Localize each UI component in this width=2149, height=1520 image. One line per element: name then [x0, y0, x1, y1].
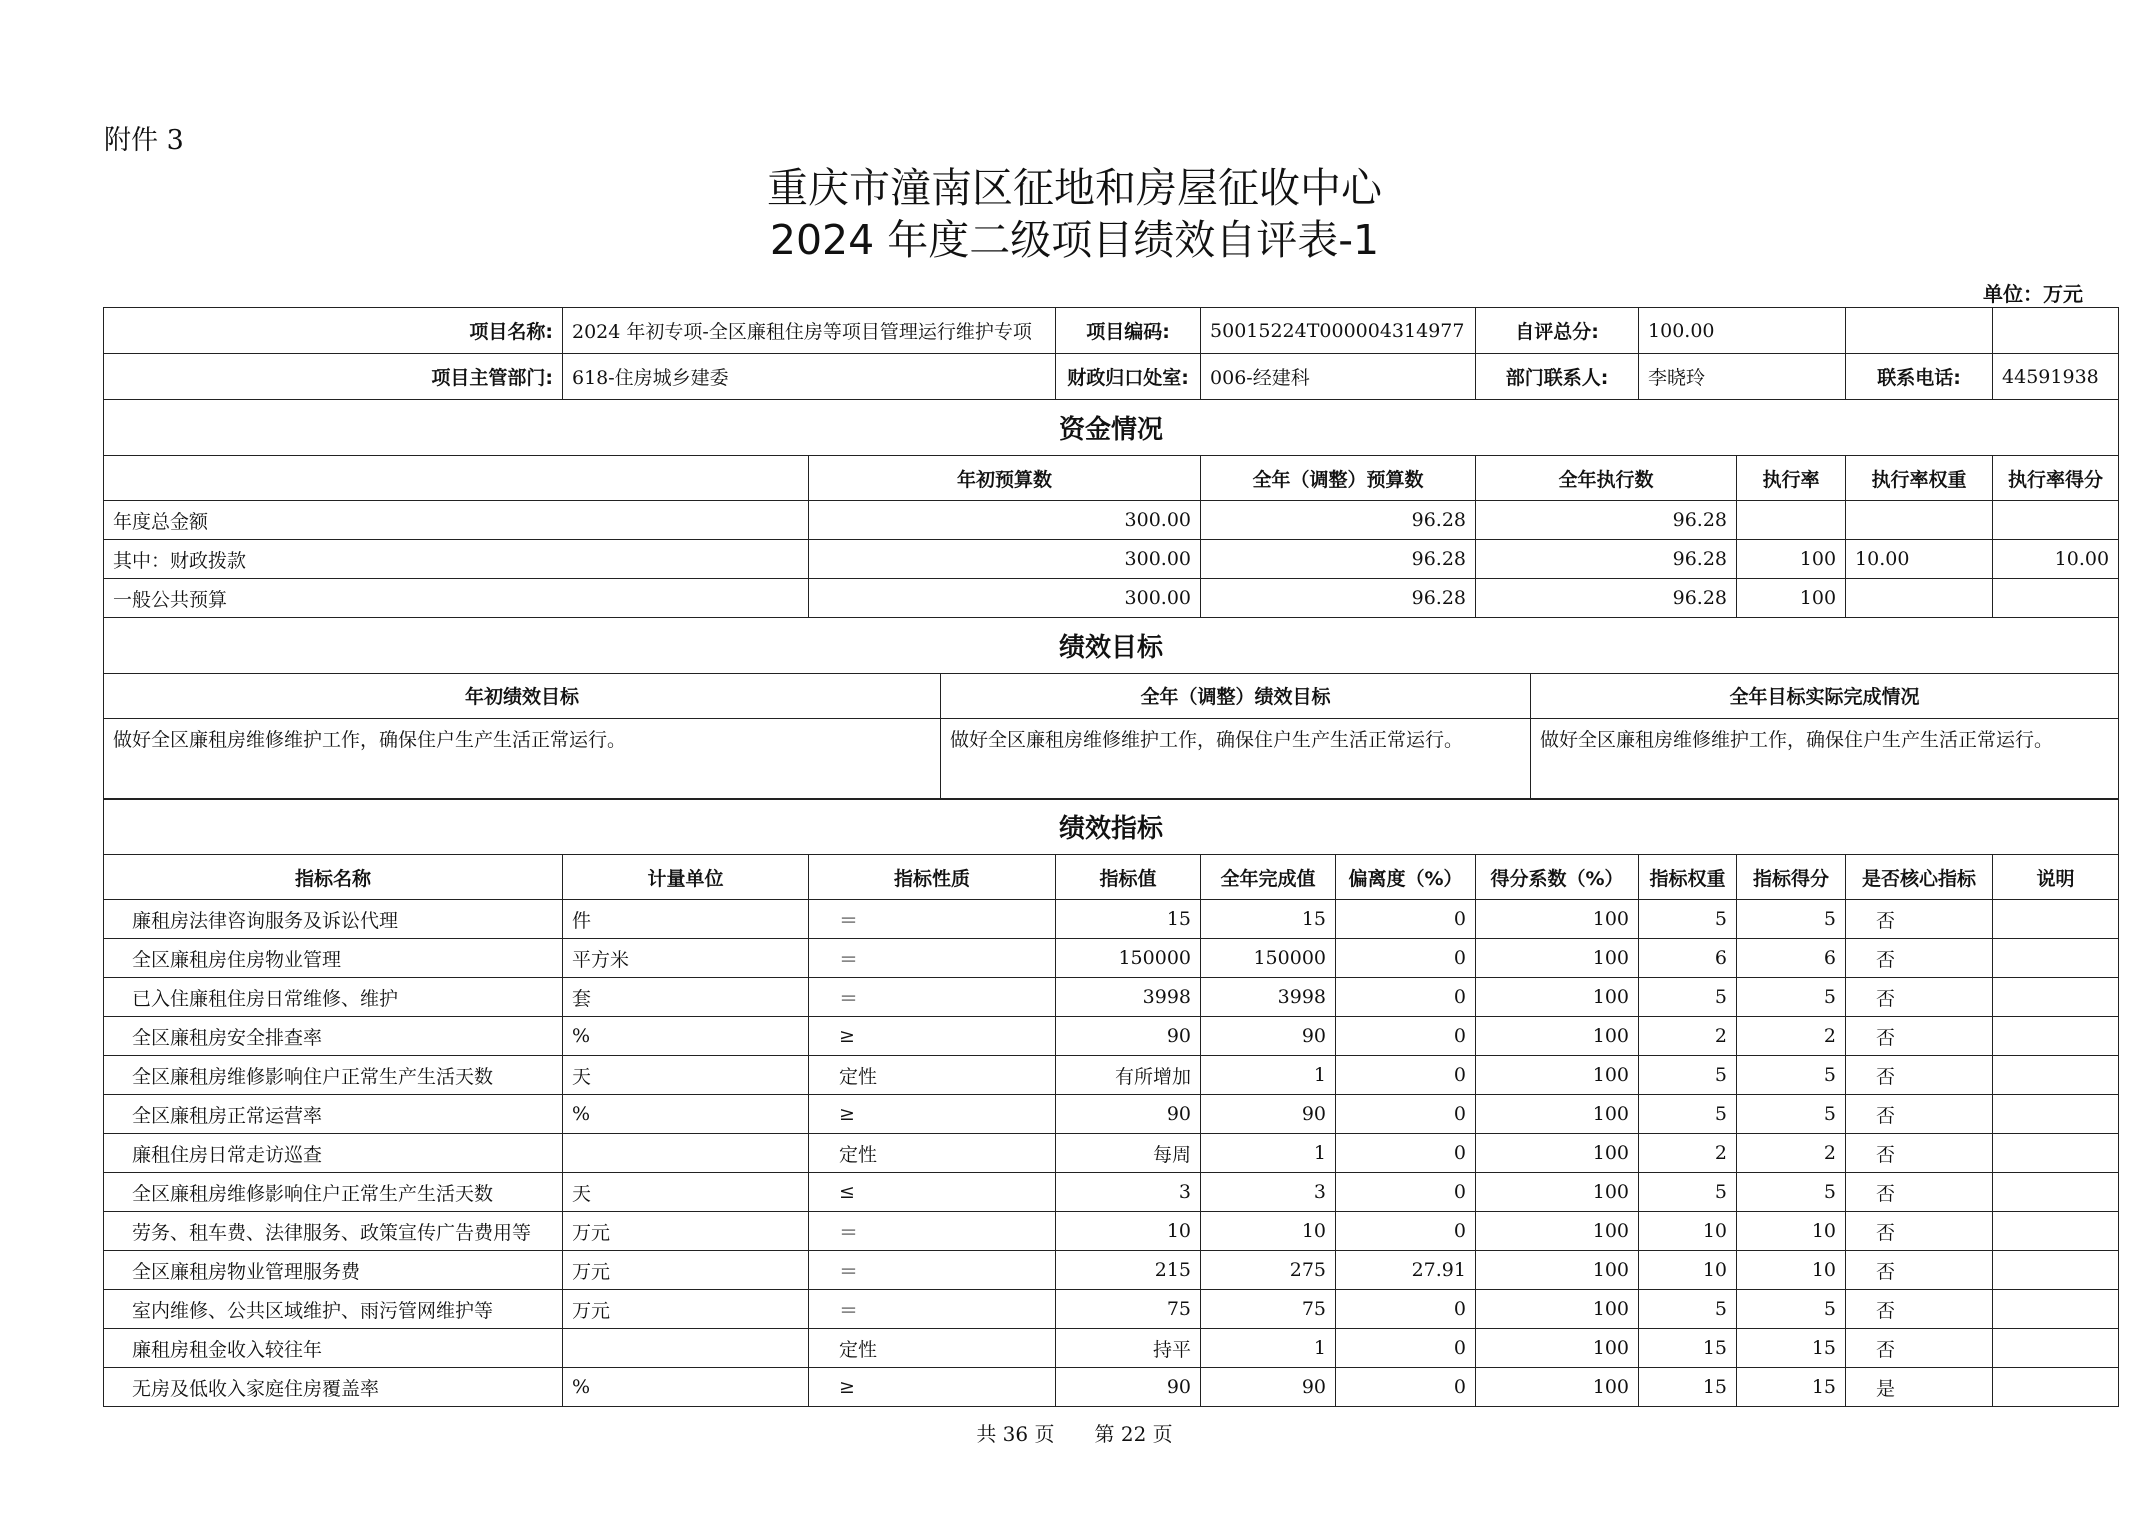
indicators-header-row: [104, 855, 2119, 900]
phone-value: 44591938: [1993, 354, 2119, 400]
info-row-1: [104, 308, 2119, 354]
project-code-value: 50015224T000004314977: [1201, 308, 1476, 354]
ind-completed: 90: [1201, 1095, 1336, 1134]
ind-target: 3998: [1056, 978, 1201, 1017]
ind-coefficient: 100: [1476, 1173, 1639, 1212]
ind-target: 每周: [1056, 1134, 1201, 1173]
ind-core: 是: [1846, 1368, 1993, 1407]
ind-weight: 5: [1639, 1173, 1737, 1212]
funds-row-label: 一般公共预算: [104, 579, 809, 618]
document-title: 重庆市潼南区征地和房屋征收中心: [767, 164, 1382, 212]
goals-text-row: [104, 718, 2119, 799]
ind-note: [1993, 978, 2119, 1017]
ind-nature: 定性: [809, 1056, 1056, 1095]
funds-row-initial: 300.00: [809, 540, 1201, 579]
funds-row-rate: 100: [1737, 579, 1846, 618]
ind-core: 否: [1846, 978, 1993, 1017]
ind-deviation: 0: [1336, 900, 1476, 939]
ind-nature: ≥: [809, 1017, 1056, 1056]
ind-score: 2: [1737, 1017, 1846, 1056]
ind-completed: 75: [1201, 1290, 1336, 1329]
project-code-label: 项目编码:: [1056, 308, 1201, 354]
ind-core: 否: [1846, 900, 1993, 939]
indicators-section-title: 绩效指标: [104, 799, 2119, 855]
ind-unit: 套: [563, 978, 809, 1017]
indicator-row: [104, 1212, 2119, 1251]
ind-nature: ＝: [809, 1251, 1056, 1290]
ind-core: 否: [1846, 1290, 1993, 1329]
ind-core: 否: [1846, 1017, 1993, 1056]
ind-completed: 3998: [1201, 978, 1336, 1017]
ind-unit: %: [563, 1095, 809, 1134]
funds-row: [104, 501, 2119, 540]
ind-nature: ＝: [809, 1290, 1056, 1329]
ind-deviation: 0: [1336, 1095, 1476, 1134]
score-label: 自评总分:: [1476, 308, 1639, 354]
ind-note: [1993, 1134, 2119, 1173]
ind-header-completed: 全年完成值: [1201, 855, 1336, 900]
ind-header-score: 指标得分: [1737, 855, 1846, 900]
ind-nature: ≥: [809, 1095, 1056, 1134]
ind-weight: 5: [1639, 978, 1737, 1017]
ind-completed: 10: [1201, 1212, 1336, 1251]
ind-target: 150000: [1056, 939, 1201, 978]
funds-row-rate: [1737, 501, 1846, 540]
indicator-row: [104, 900, 2119, 939]
unit-label: 单位：万元: [1983, 282, 2083, 306]
ind-note: [1993, 1056, 2119, 1095]
indicator-row: [104, 1056, 2119, 1095]
funds-row-executed: 96.28: [1476, 579, 1737, 618]
ind-target: 90: [1056, 1368, 1201, 1407]
empty-cell: [1993, 308, 2119, 354]
goals-header-actual: 全年目标实际完成情况: [1531, 673, 2119, 718]
ind-core: 否: [1846, 1056, 1993, 1095]
ind-weight: 2: [1639, 1017, 1737, 1056]
funds-row-initial: 300.00: [809, 501, 1201, 540]
ind-unit: 万元: [563, 1212, 809, 1251]
ind-deviation: 0: [1336, 1212, 1476, 1251]
ind-target: 75: [1056, 1290, 1201, 1329]
goals-header-row: [104, 673, 2119, 718]
ind-header-nature: 指标性质: [809, 855, 1056, 900]
goals-section-title: 绩效目标: [104, 617, 2119, 673]
ind-coefficient: 100: [1476, 1251, 1639, 1290]
funds-row-adjusted: 96.28: [1201, 501, 1476, 540]
ind-deviation: 0: [1336, 1329, 1476, 1368]
ind-header-core: 是否核心指标: [1846, 855, 1993, 900]
funds-row-weight: [1846, 579, 1993, 618]
ind-core: 否: [1846, 1212, 1993, 1251]
ind-core: 否: [1846, 1251, 1993, 1290]
ind-deviation: 27.91: [1336, 1251, 1476, 1290]
ind-completed: 1: [1201, 1134, 1336, 1173]
ind-header-unit: 计量单位: [563, 855, 809, 900]
score-value: 100.00: [1639, 308, 1846, 354]
funds-row-adjusted: 96.28: [1201, 540, 1476, 579]
funds-header-score: 执行率得分: [1993, 456, 2119, 501]
ind-note: [1993, 900, 2119, 939]
ind-weight: 15: [1639, 1368, 1737, 1407]
funds-row: [104, 540, 2119, 579]
ind-target: 15: [1056, 900, 1201, 939]
ind-name: 全区廉租房正常运营率: [104, 1095, 563, 1134]
ind-deviation: 0: [1336, 1173, 1476, 1212]
funds-row: [104, 579, 2119, 618]
attachment-label: 附件 3: [104, 125, 184, 156]
ind-score: 5: [1737, 1290, 1846, 1329]
ind-unit: %: [563, 1368, 809, 1407]
funds-header-initial: 年初预算数: [809, 456, 1201, 501]
page-footer: 共 36 页 第 22 页: [976, 1422, 1173, 1446]
ind-unit: %: [563, 1017, 809, 1056]
ind-coefficient: 100: [1476, 1134, 1639, 1173]
indicators-table: [103, 798, 2119, 1407]
ind-weight: 5: [1639, 1056, 1737, 1095]
ind-deviation: 0: [1336, 1134, 1476, 1173]
ind-deviation: 0: [1336, 978, 1476, 1017]
indicators-section-title-row: [104, 799, 2119, 855]
ind-name: 全区廉租房物业管理服务费: [104, 1251, 563, 1290]
ind-weight: 2: [1639, 1134, 1737, 1173]
ind-deviation: 0: [1336, 1368, 1476, 1407]
ind-target: 90: [1056, 1095, 1201, 1134]
ind-coefficient: 100: [1476, 1329, 1639, 1368]
ind-core: 否: [1846, 1095, 1993, 1134]
ind-name: 无房及低收入家庭住房覆盖率: [104, 1368, 563, 1407]
ind-nature: ＝: [809, 978, 1056, 1017]
ind-nature: ≤: [809, 1173, 1056, 1212]
ind-weight: 5: [1639, 900, 1737, 939]
contact-label: 部门联系人:: [1476, 354, 1639, 400]
ind-unit: 件: [563, 900, 809, 939]
ind-name: 全区廉租房维修影响住户正常生产生活天数: [104, 1056, 563, 1095]
ind-target: 90: [1056, 1017, 1201, 1056]
goals-section-title-row: [104, 617, 2119, 673]
funds-row-weight: 10.00: [1846, 540, 1993, 579]
ind-score: 10: [1737, 1212, 1846, 1251]
ind-note: [1993, 1251, 2119, 1290]
ind-target: 10: [1056, 1212, 1201, 1251]
ind-name: 廉租房法律咨询服务及诉讼代理: [104, 900, 563, 939]
ind-core: 否: [1846, 1134, 1993, 1173]
ind-name: 已入住廉租住房日常维修、维护: [104, 978, 563, 1017]
indicator-row: [104, 939, 2119, 978]
ind-score: 6: [1737, 939, 1846, 978]
project-name-label: 项目名称:: [104, 308, 563, 354]
ind-note: [1993, 1368, 2119, 1407]
ind-completed: 90: [1201, 1017, 1336, 1056]
ind-note: [1993, 939, 2119, 978]
goal-text-adjusted: 做好全区廉租房维修维护工作，确保住户生产生活正常运行。: [941, 718, 1531, 799]
indicator-row: [104, 1290, 2119, 1329]
ind-weight: 15: [1639, 1329, 1737, 1368]
ind-score: 5: [1737, 1056, 1846, 1095]
funds-row-score: 10.00: [1993, 540, 2119, 579]
ind-nature: ＝: [809, 900, 1056, 939]
ind-note: [1993, 1017, 2119, 1056]
ind-score: 2: [1737, 1134, 1846, 1173]
goal-text-actual: 做好全区廉租房维修维护工作，确保住户生产生活正常运行。: [1531, 718, 2119, 799]
funds-row-score: [1993, 579, 2119, 618]
ind-coefficient: 100: [1476, 1368, 1639, 1407]
ind-weight: 10: [1639, 1251, 1737, 1290]
indicator-row: [104, 1134, 2119, 1173]
funds-row-score: [1993, 501, 2119, 540]
ind-deviation: 0: [1336, 1056, 1476, 1095]
goals-header-adjusted: 全年（调整）绩效目标: [941, 673, 1531, 718]
ind-completed: 15: [1201, 900, 1336, 939]
ind-unit: 万元: [563, 1251, 809, 1290]
indicator-row: [104, 1329, 2119, 1368]
ind-weight: 6: [1639, 939, 1737, 978]
indicator-row: [104, 1251, 2119, 1290]
funds-row-label: 其中：财政拨款: [104, 540, 809, 579]
contact-value: 李晓玲: [1639, 354, 1846, 400]
ind-note: [1993, 1095, 2119, 1134]
ind-nature: 定性: [809, 1329, 1056, 1368]
ind-nature: ≥: [809, 1368, 1056, 1407]
ind-score: 5: [1737, 1173, 1846, 1212]
ind-weight: 10: [1639, 1212, 1737, 1251]
ind-name: 全区廉租房维修影响住户正常生产生活天数: [104, 1173, 563, 1212]
goals-table: [103, 617, 2119, 800]
ind-note: [1993, 1173, 2119, 1212]
goal-text-initial: 做好全区廉租房维修维护工作，确保住户生产生活正常运行。: [104, 718, 941, 799]
funds-row-initial: 300.00: [809, 579, 1201, 618]
ind-completed: 3: [1201, 1173, 1336, 1212]
funds-row-executed: 96.28: [1476, 540, 1737, 579]
funds-row-adjusted: 96.28: [1201, 579, 1476, 618]
ind-unit: 天: [563, 1056, 809, 1095]
funds-header-adjusted: 全年（调整）预算数: [1201, 456, 1476, 501]
ind-header-weight: 指标权重: [1639, 855, 1737, 900]
ind-deviation: 0: [1336, 939, 1476, 978]
ind-completed: 1: [1201, 1056, 1336, 1095]
indicator-row: [104, 978, 2119, 1017]
funds-header-weight: 执行率权重: [1846, 456, 1993, 501]
finance-label: 财政归口处室:: [1056, 354, 1201, 400]
ind-unit: [563, 1134, 809, 1173]
ind-unit: [563, 1329, 809, 1368]
ind-unit: 万元: [563, 1290, 809, 1329]
ind-score: 5: [1737, 900, 1846, 939]
ind-core: 否: [1846, 939, 1993, 978]
indicator-row: [104, 1173, 2119, 1212]
ind-header-coefficient: 得分系数（%）: [1476, 855, 1639, 900]
phone-label: 联系电话:: [1846, 354, 1993, 400]
ind-target: 持平: [1056, 1329, 1201, 1368]
ind-nature: ＝: [809, 1212, 1056, 1251]
indicator-row: [104, 1017, 2119, 1056]
document-subtitle: 2024 年度二级项目绩效自评表-1: [769, 216, 1380, 264]
evaluation-table: [103, 307, 2119, 618]
ind-coefficient: 100: [1476, 900, 1639, 939]
ind-coefficient: 100: [1476, 939, 1639, 978]
ind-completed: 150000: [1201, 939, 1336, 978]
ind-deviation: 0: [1336, 1290, 1476, 1329]
dept-value: 618-住房城乡建委: [563, 354, 1056, 400]
ind-score: 15: [1737, 1368, 1846, 1407]
ind-note: [1993, 1329, 2119, 1368]
funds-row-weight: [1846, 501, 1993, 540]
empty-cell: [1846, 308, 1993, 354]
ind-completed: 275: [1201, 1251, 1336, 1290]
ind-score: 15: [1737, 1329, 1846, 1368]
ind-header-deviation: 偏离度（%）: [1336, 855, 1476, 900]
finance-value: 006-经建科: [1201, 354, 1476, 400]
ind-coefficient: 100: [1476, 1056, 1639, 1095]
ind-coefficient: 100: [1476, 1290, 1639, 1329]
funds-row-executed: 96.28: [1476, 501, 1737, 540]
ind-weight: 5: [1639, 1290, 1737, 1329]
ind-note: [1993, 1212, 2119, 1251]
info-row-2: [104, 354, 2119, 400]
ind-nature: ＝: [809, 939, 1056, 978]
ind-coefficient: 100: [1476, 1212, 1639, 1251]
funds-section-title: 资金情况: [104, 400, 2119, 456]
ind-score: 5: [1737, 1095, 1846, 1134]
ind-coefficient: 100: [1476, 1017, 1639, 1056]
ind-coefficient: 100: [1476, 1095, 1639, 1134]
ind-name: 劳务、租车费、法律服务、政策宣传广告费用等: [104, 1212, 563, 1251]
dept-label: 项目主管部门:: [104, 354, 563, 400]
ind-target: 215: [1056, 1251, 1201, 1290]
ind-header-name: 指标名称: [104, 855, 563, 900]
ind-completed: 90: [1201, 1368, 1336, 1407]
funds-section-title-row: [104, 400, 2119, 456]
ind-header-target: 指标值: [1056, 855, 1201, 900]
ind-core: 否: [1846, 1329, 1993, 1368]
funds-header-executed: 全年执行数: [1476, 456, 1737, 501]
ind-score: 5: [1737, 978, 1846, 1017]
ind-deviation: 0: [1336, 1017, 1476, 1056]
indicator-row: [104, 1095, 2119, 1134]
ind-target: 3: [1056, 1173, 1201, 1212]
funds-row-label: 年度总金额: [104, 501, 809, 540]
project-name-value: 2024 年初专项-全区廉租住房等项目管理运行维护专项: [563, 308, 1056, 354]
ind-unit: 天: [563, 1173, 809, 1212]
funds-header-row: [104, 456, 2119, 501]
ind-header-note: 说明: [1993, 855, 2119, 900]
ind-weight: 5: [1639, 1095, 1737, 1134]
ind-completed: 1: [1201, 1329, 1336, 1368]
ind-name: 廉租房租金收入较往年: [104, 1329, 563, 1368]
ind-unit: 平方米: [563, 939, 809, 978]
ind-score: 10: [1737, 1251, 1846, 1290]
funds-header-rate: 执行率: [1737, 456, 1846, 501]
ind-name: 全区廉租房住房物业管理: [104, 939, 563, 978]
ind-core: 否: [1846, 1173, 1993, 1212]
ind-nature: 定性: [809, 1134, 1056, 1173]
funds-header-empty: [104, 456, 809, 501]
funds-row-rate: 100: [1737, 540, 1846, 579]
ind-coefficient: 100: [1476, 978, 1639, 1017]
evaluation-sheet: [103, 307, 2118, 1407]
ind-name: 廉租住房日常走访巡查: [104, 1134, 563, 1173]
ind-name: 全区廉租房安全排查率: [104, 1017, 563, 1056]
ind-name: 室内维修、公共区域维护、雨污管网维护等: [104, 1290, 563, 1329]
ind-note: [1993, 1290, 2119, 1329]
ind-target: 有所增加: [1056, 1056, 1201, 1095]
goals-header-initial: 年初绩效目标: [104, 673, 941, 718]
indicator-row: [104, 1368, 2119, 1407]
